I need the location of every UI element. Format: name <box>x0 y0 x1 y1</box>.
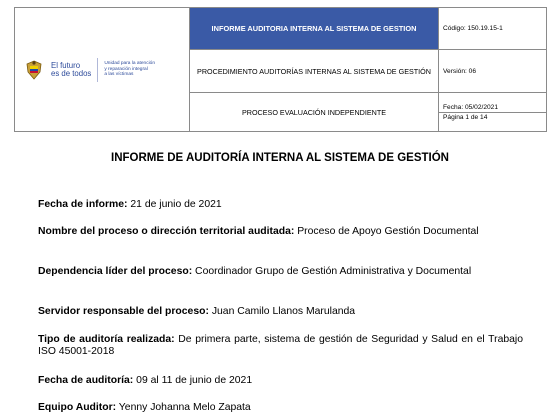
brand-line-1: El futuro <box>51 60 81 70</box>
field-responsible <box>38 306 523 318</box>
entity-logo <box>15 58 189 82</box>
doc-date: Fecha: 05/02/2021 <box>443 103 498 111</box>
header-process: PROCESO EVALUACIÓN INDEPENDIENTE <box>190 93 439 132</box>
field-lead-dependency <box>38 266 523 278</box>
tagline-line-1: Unidad para la atención <box>104 61 155 67</box>
field-report-date <box>38 199 523 211</box>
doc-page: Página 1 de 14 <box>439 112 546 122</box>
field-audit-type <box>38 334 523 358</box>
field-value: De primera parte, sistema de gestión de Seguridad y Salud en el Trabajo ISO 45001-2018 <box>38 334 523 357</box>
field-value: Coordinador Grupo de Gestión Administrativa y Documental <box>192 266 472 277</box>
doc-date-page <box>439 93 547 132</box>
field-value: 21 de junio de 2021 <box>127 199 222 210</box>
tagline-line-2: y reparación integral <box>104 66 148 72</box>
header-title: INFORME AUDITORIA INTERNA AL SISTEMA DE GESTION <box>190 8 439 50</box>
field-value: Yenny Johanna Melo Zapata <box>116 402 251 413</box>
field-label: Equipo Auditor: <box>38 402 117 413</box>
field-value: 09 al 11 de junio de 2021 <box>133 375 253 386</box>
doc-version: Versión: 06 <box>439 50 547 93</box>
field-audit-date <box>38 375 523 387</box>
header-procedure: PROCEDIMIENTO AUDITORÍAS INTERNAS AL SISTEMA DE GESTIÓN <box>190 50 439 93</box>
logo-divider <box>97 58 98 82</box>
logo-cell <box>15 8 190 132</box>
field-value: Juan Camilo Llanos Marulanda <box>208 306 356 317</box>
field-process-name <box>38 226 523 238</box>
coat-of-arms-icon <box>23 59 45 81</box>
field-value: Proceso de Apoyo Gestión Documental <box>294 226 479 237</box>
unit-tagline <box>104 61 155 78</box>
field-label: Dependencia líder del proceso: <box>38 266 193 277</box>
brand-text <box>51 62 91 78</box>
brand-line-2: es de todos <box>51 68 92 78</box>
field-label: Fecha de informe: <box>38 199 128 210</box>
field-label: Fecha de auditoría: <box>38 375 134 386</box>
doc-code: Código: 150.19.15-1 <box>439 8 547 50</box>
field-label: Tipo de auditoría realizada: <box>38 334 175 345</box>
field-label: Nombre del proceso o dirección territorial auditada: <box>38 226 295 237</box>
document-title: INFORME DE AUDITORÍA INTERNA AL SISTEMA DE GESTIÓN <box>111 152 449 164</box>
field-label: Servidor responsable del proceso: <box>38 306 209 317</box>
tagline-line-3: a las víctimas <box>104 72 134 78</box>
document-header <box>14 7 547 132</box>
field-audit-team <box>38 402 523 414</box>
